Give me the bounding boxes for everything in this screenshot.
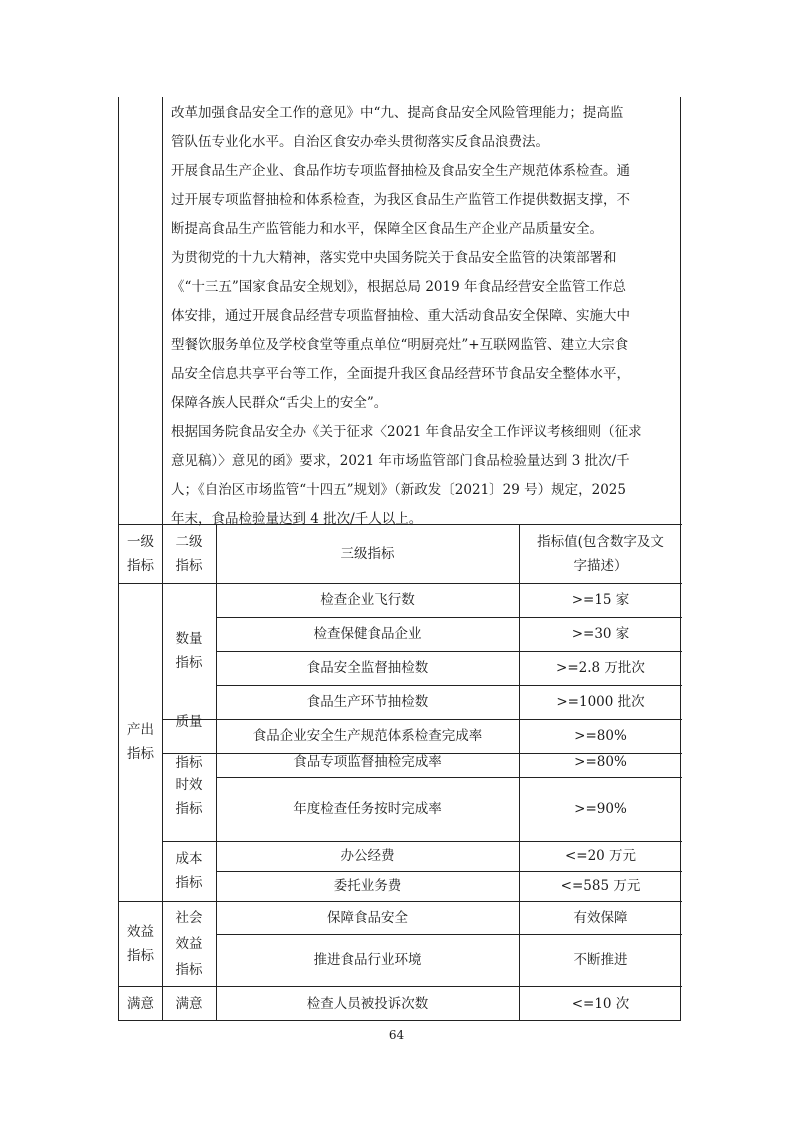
indicator-cell: 食品生产环节抽检数 xyxy=(306,694,429,710)
value-cell: >=90% xyxy=(574,801,627,817)
value-cell: >=1000 批次 xyxy=(556,694,645,710)
indicator-cell: 委托业务费 xyxy=(333,878,402,894)
indicator-table xyxy=(118,97,681,1021)
level1-satisfaction: 满意 xyxy=(127,995,154,1012)
value-cell: <=585 万元 xyxy=(560,878,641,894)
header-level2: 二级 指标 xyxy=(175,533,203,574)
value-cell: <=10 次 xyxy=(571,995,630,1012)
indicator-cell: 推进食品行业环境 xyxy=(313,952,422,968)
value-cell: >=80% xyxy=(574,754,627,770)
header-value: 指标值(包含数字及文 字描述） xyxy=(537,533,664,574)
intro-paragraph-2: 开展食品生产企业、食品作坊专项监督抽检及食品安全生产规范体系检查。通 过开展专项监督抽检和体系检查，为我区食品生产监管工作提供数据支撑，不 断提高食品生产监管能力和水平，保障全区食品生产企业产品质量安全。 xyxy=(171,163,630,237)
value-cell: 有效保障 xyxy=(573,909,628,926)
indicator-cell: 办公经费 xyxy=(340,848,395,864)
level2-social-benefit: 社会 效益 指标 xyxy=(175,909,203,978)
value-cell: <=20 万元 xyxy=(564,848,637,864)
header-level1: 一级 指标 xyxy=(127,533,154,574)
indicator-cell: 检查企业飞行数 xyxy=(320,592,415,608)
intro-text xyxy=(171,99,677,534)
indicator-cell: 食品专项监督抽检完成率 xyxy=(293,754,442,770)
level2-timeliness: 时效 指标 xyxy=(175,777,203,817)
level2-quality: 质量 指标 xyxy=(175,714,203,771)
intro-paragraph-1: 改革加强食品安全工作的意见》中“九、提高食品安全风险管理能力；提高监 管队伍专业化水平。自治区食安办牵头贯彻落实反食品浪费法。 xyxy=(171,105,624,150)
value-cell: >=80% xyxy=(574,728,627,744)
intro-paragraph-3: 为贯彻党的十九大精神，落实党中央国务院关于食品安全监管的决策部署和 《“十三五”国家食品安全规划》，根据总局 2019 年食品经营安全监管工作总 体安排，通过开展食品经营专项监督抽检、重大活动食品安全保障、实施大中 型餐饮服务单位及学校食堂等重点单位“明厨亮灶”+互联网监管、建立大宗食 品安全信息共享平台等工作，全面提升我区食品经营环节食品安全整体水平， 保障各族人民群众“舌尖上的安全”。 xyxy=(171,250,630,411)
indicator-cell: 食品安全监督抽检数 xyxy=(306,660,429,676)
page-number: 64 xyxy=(388,1028,405,1042)
level2-satisfaction: 满意 xyxy=(175,995,203,1012)
level1-benefit: 效益 指标 xyxy=(127,923,154,964)
value-cell: >=30 家 xyxy=(571,626,630,642)
level1-output: 产出 指标 xyxy=(127,722,154,762)
value-cell: >=15 家 xyxy=(571,592,630,608)
value-cell: >=2.8 万批次 xyxy=(556,660,645,676)
indicator-cell: 检查人员被投诉次数 xyxy=(306,995,429,1012)
indicator-cell: 食品企业安全生产规范体系检查完成率 xyxy=(252,728,483,744)
indicator-cell: 年度检查任务按时完成率 xyxy=(293,801,442,817)
indicator-cell: 检查保健食品企业 xyxy=(313,626,422,642)
value-cell: 不断推进 xyxy=(573,952,628,968)
indicator-cell: 保障食品安全 xyxy=(327,909,408,926)
header-level3: 三级指标 xyxy=(340,545,395,562)
level2-quantity: 数量 指标 xyxy=(175,631,203,671)
intro-paragraph-4: 根据国务院食品安全办《关于征求〈2021 年食品安全工作评议考核细则（征求 意见稿）〉意见的函》要求，2021 年市场监管部门食品检验量达到 3 批次/千 人；《自治区市场监管“十四五”规划》（新政发〔2021〕29 号）规定，2025 年末，食品检验量达到 4 批次/千人以上。 xyxy=(171,424,642,527)
level2-cost: 成本 指标 xyxy=(175,851,203,891)
